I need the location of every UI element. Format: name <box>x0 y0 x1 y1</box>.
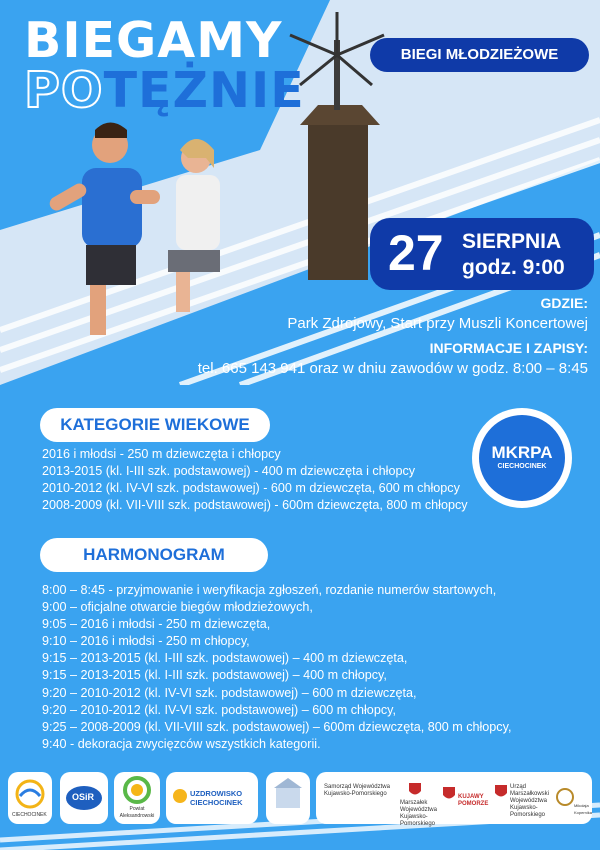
list-item: 2016 i młodsi - 250 m dziewczęta i chłopcy <box>42 447 281 461</box>
location-heading: GDZIE: <box>540 295 588 311</box>
schedule-heading: HARMONOGRAM <box>40 538 268 572</box>
seal-icon <box>556 788 574 806</box>
logo-label: Urząd Marszałkowski Województwa Kujawsko-Pomorskiego <box>510 784 550 818</box>
sponsor-logo <box>60 772 108 824</box>
logo-label: OSiR <box>72 792 95 802</box>
list-item: 9:20 – 2010-2012 (kl. IV-VI szk. podstawowej) – 600 m chłopcy, <box>42 702 396 717</box>
sponsor-strip <box>316 772 593 827</box>
date-badge <box>370 218 594 290</box>
logo-label: UZDROWISKO CIECHOCINEK <box>190 789 243 807</box>
event-time: godz. 9:00 <box>462 256 565 279</box>
poster-title-line1: BIEGAMY <box>24 12 283 69</box>
registration-text: tel. 665 143 941 oraz w dniu zawodów w godz. 8:00 – 8:45 <box>197 360 588 377</box>
schedule-list <box>42 582 511 753</box>
mkrpa-city: CIECHOCINEK <box>497 463 547 470</box>
logo-label: Mikołaja Kopernika <box>574 803 593 815</box>
list-item: 2013-2015 (kl. I-III szk. podstawowej) - 400 m dziewczęta i chłopcy <box>42 464 416 479</box>
list-item: 8:00 – 8:45 - przyjmowanie i weryfikacja zgłoszeń, rozdanie numerów startowych, <box>42 583 497 597</box>
list-item: 9:20 – 2010-2012 (kl. IV-VI szk. podstawowej) – 600 m dziewczęta, <box>42 685 417 700</box>
location-text: Park Zdrojowy, Start przy Muszli Koncertowej <box>287 315 588 332</box>
crest-icon <box>442 786 456 802</box>
building-logo-icon <box>266 772 310 824</box>
logo-label: Marszałek Województwa Kujawsko-Pomorskiego <box>400 800 437 827</box>
list-item: 9:15 – 2013-2015 (kl. I-III szk. podstawowej) – 400 m dziewczęta, <box>42 651 408 666</box>
registration-heading: INFORMACJE I ZAPISY: <box>429 340 588 356</box>
crest-icon <box>408 782 422 798</box>
logo-label: Samorząd Województwa Kujawsko-Pomorskiego <box>324 784 390 797</box>
event-type-badge: BIEGI MŁODZIEŻOWE <box>370 38 589 72</box>
categories-heading: KATEGORIE WIEKOWE <box>40 408 270 442</box>
mkrpa-logo <box>472 408 572 508</box>
title-solid-part: TĘŻNIE <box>103 62 305 119</box>
list-item: 9:15 – 2013-2015 (kl. I-III szk. podstawowej) – 400 m chłopcy, <box>42 668 387 683</box>
title-outline-part: PO <box>24 62 104 119</box>
crest-icon <box>494 784 508 800</box>
event-month: SIERPNIA <box>462 230 562 253</box>
sponsor-logo <box>8 772 52 824</box>
poster-title-line2 <box>24 62 305 119</box>
mkrpa-name: MKRPA <box>491 443 553 462</box>
sponsor-logo <box>166 772 258 824</box>
list-item: 2010-2012 (kl. IV-VI szk. podstawowej) - 600 m dziewczęta, 600 m chłopcy <box>42 481 460 496</box>
logo-label: KUJAWY POMORZE <box>458 794 489 807</box>
sun-logo-icon <box>170 772 190 824</box>
list-item: 9:40 - dekoracja zwycięzców wszystkich kategorii. <box>42 736 321 751</box>
event-day: 27 <box>388 225 444 281</box>
list-item: 9:10 – 2016 i młodsi - 250 m chłopcy, <box>42 634 250 649</box>
categories-list <box>42 446 468 514</box>
list-item: 2008-2009 (kl. VII-VIII szk. podstawowej) - 600m dziewczęta, 800 m chłopcy <box>42 498 468 513</box>
logo-label: CIECHOCINEK <box>12 812 47 818</box>
registration-block <box>198 340 588 377</box>
list-item: 9:25 – 2008-2009 (kl. VII-VIII szk. podstawowej) – 600m dziewczęta, 800 m chłopcy, <box>42 719 512 734</box>
sponsor-logo <box>266 772 310 824</box>
list-item: 9:00 – oficjalne otwarcie biegów młodzieżowych, <box>42 600 313 615</box>
list-item: 9:05 – 2016 i młodsi - 250 m dziewczęta, <box>42 617 271 632</box>
logo-label: Powiat Aleksandrowski <box>119 806 155 819</box>
hero-section <box>0 0 600 385</box>
sponsor-logo <box>114 772 160 824</box>
sponsor-logos <box>8 772 592 830</box>
location-block <box>287 295 588 332</box>
